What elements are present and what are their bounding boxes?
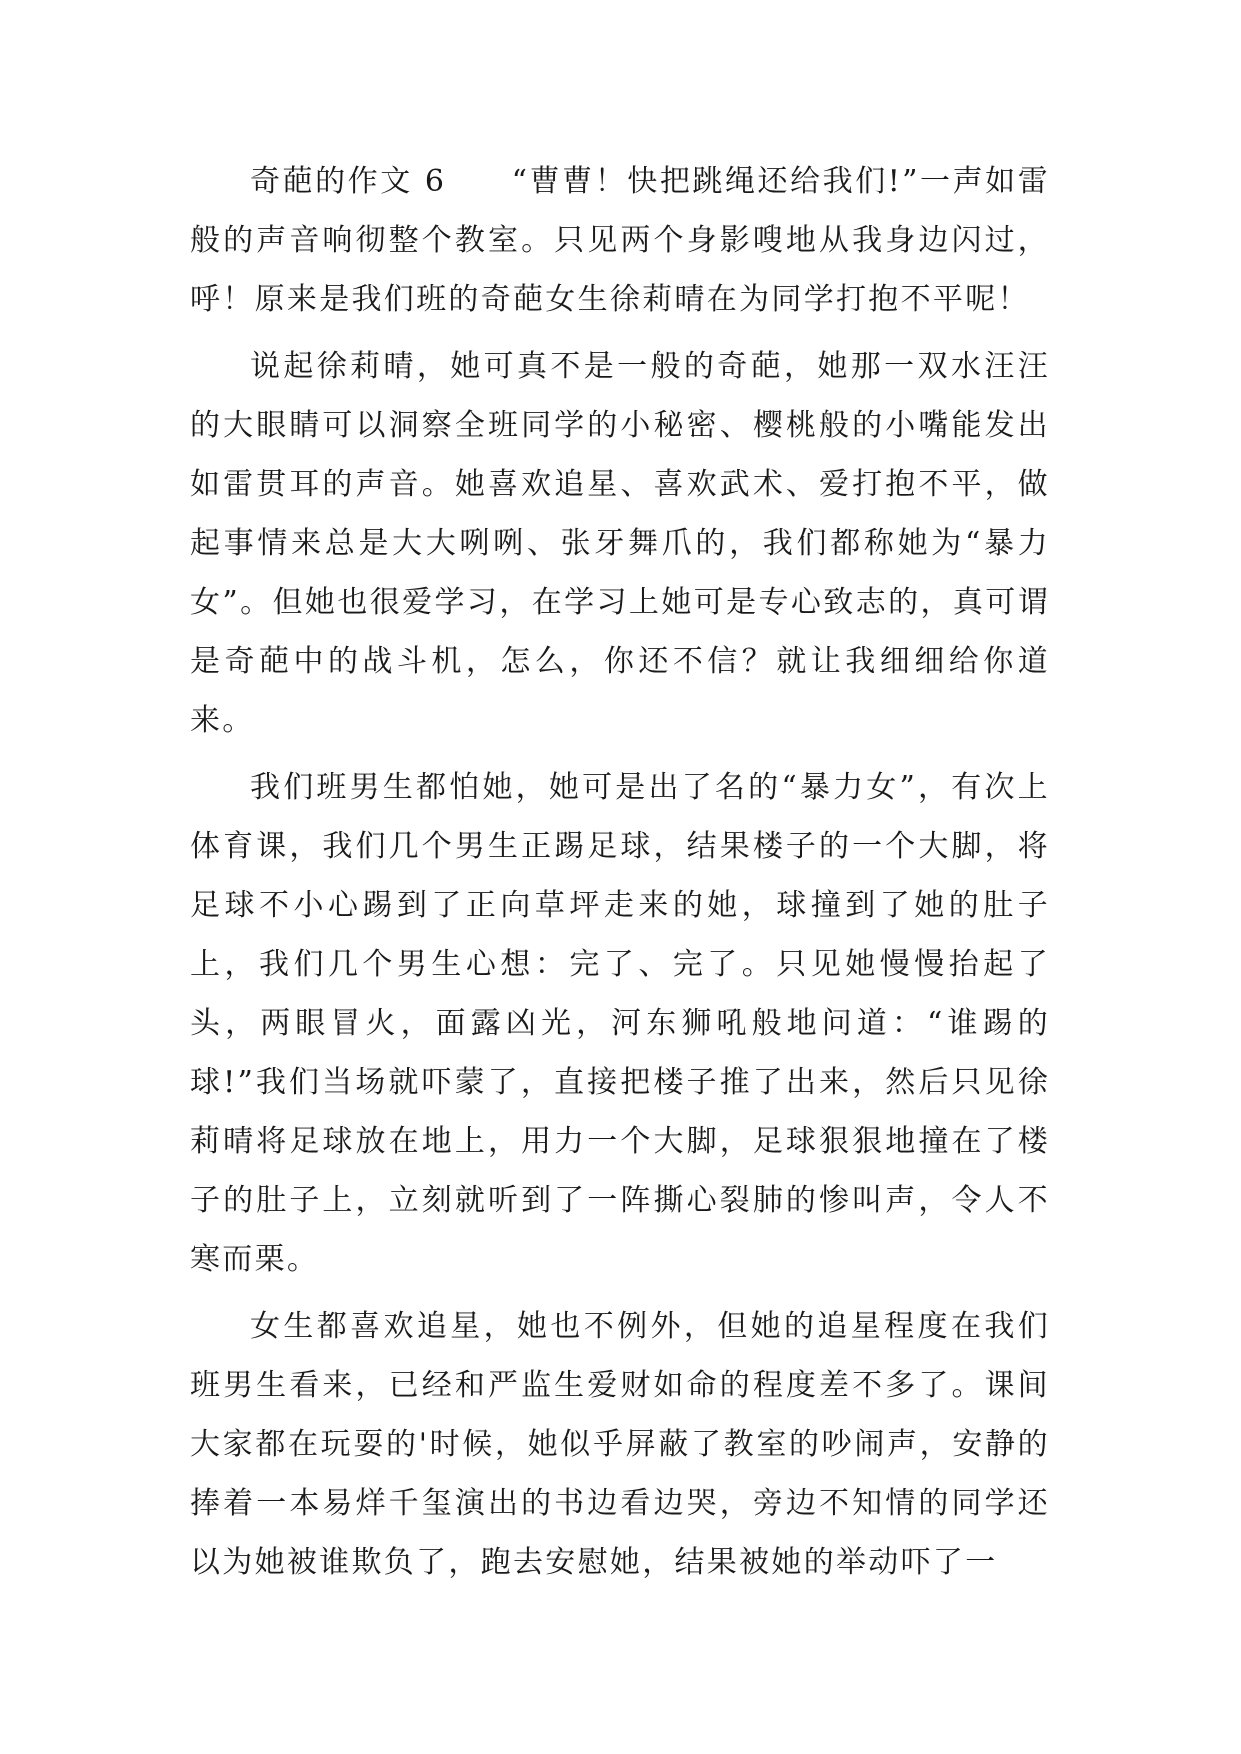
paragraph-2: 说起徐莉晴，她可真不是一般的奇葩，她那一双水汪汪的大眼睛可以洞察全班同学的小秘密、樱桃般的小嘴能发出如雷贯耳的声音。她喜欢追星、喜欢武术、爱打抱不平，做起事情来总是大大咧咧、张牙舞爪的，我们都称她为“暴力女”。但她也很爱学习，在学习上她可是专心致志的，真可谓是奇葩中的战斗机，怎么，你还不信？就让我细细给你道来。 — [190, 349, 1050, 738]
paragraph-1: 奇葩的作文 6 “曹曹！快把跳绳还给我们!”一声如雷般的声音响彻整个教室。只见两个身影嗖地从我身边闪过，呼！原来是我们班的奇葩女生徐莉晴在为同学打抱不平呢！ — [190, 164, 1050, 317]
essay-body — [190, 152, 1050, 1600]
paragraph-3: 我们班男生都怕她，她可是出了名的“暴力女”，有次上体育课，我们几个男生正踢足球，结果楼子的一个大脚，将足球不小心踢到了正向草坪走来的她，球撞到了她的肚子上，我们几个男生心想：完了、完了。只见她慢慢抬起了头，两眼冒火，面露凶光，河东狮吼般地问道：“谁踢的球!”我们当场就吓蒙了，直接把楼子推了出来，然后只见徐莉晴将足球放在地上，用力一个大脚，足球狠狠地撞在了楼子的肚子上，立刻就听到了一阵撕心裂肺的惨叫声，令人不寒而栗。 — [190, 770, 1050, 1277]
paragraph-4: 女生都喜欢追星，她也不例外，但她的追星程度在我们班男生看来，已经和严监生爱财如命的程度差不多了。课间大家都在玩耍的'时候，她似乎屏蔽了教室的吵闹声，安静的捧着一本易烊千玺演出的书边看边哭，旁边不知情的同学还以为她被谁欺负了，跑去安慰她，结果被她的举动吓了一 — [190, 1309, 1050, 1580]
